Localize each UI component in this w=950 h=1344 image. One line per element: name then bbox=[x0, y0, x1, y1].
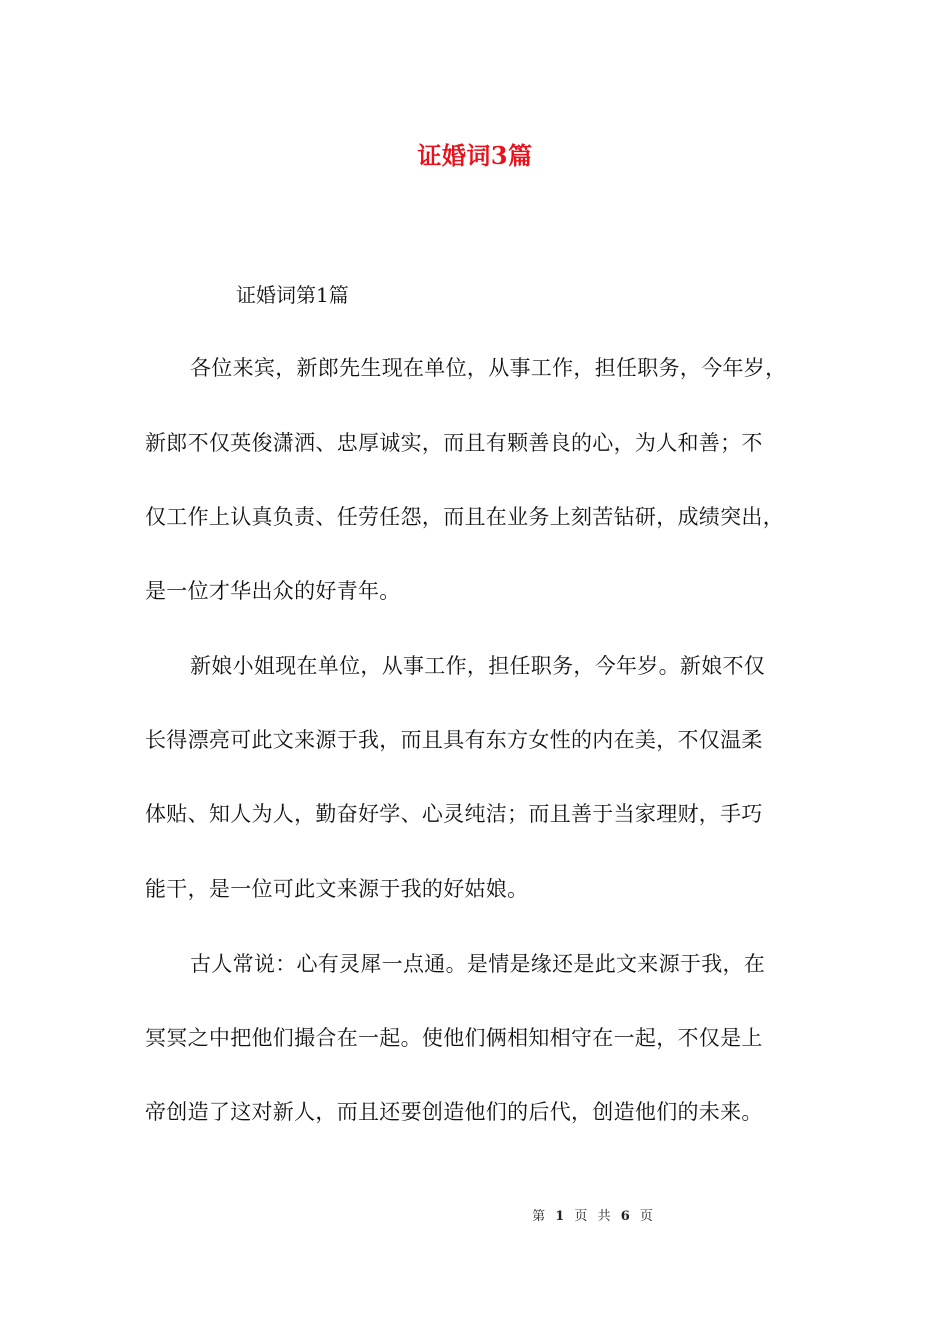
footer-prefix: 第 bbox=[532, 1209, 546, 1224]
paragraph-2-line-4: 能干，是一位可此文来源于我的好姑娘。 bbox=[145, 877, 529, 901]
document-title: 证婚词3篇 bbox=[417, 141, 533, 170]
paragraph-1-line-1: 各位来宾，新郎先生现在单位，从事工作，担任职务，今年岁， bbox=[190, 356, 787, 380]
footer-total-word: 共 bbox=[597, 1209, 611, 1224]
footer-page-word: 页 bbox=[574, 1209, 588, 1224]
paragraph-3-line-1: 古人常说：心有灵犀一点通。是情是缘还是此文来源于我，在 bbox=[190, 952, 766, 976]
paragraph-3-line-3: 帝创造了这对新人，而且还要创造他们的后代，创造他们的未来。 bbox=[145, 1100, 763, 1124]
section-heading: 证婚词第1篇 bbox=[236, 283, 349, 307]
paragraph-2-line-1: 新娘小姐现在单位，从事工作，担任职务，今年岁。新娘不仅 bbox=[190, 654, 766, 678]
paragraph-1-line-3: 仅工作上认真负责、任劳任怨，而且在业务上刻苦钻研，成绩突出， bbox=[145, 505, 784, 529]
paragraph-1-line-4: 是一位才华出众的好青年。 bbox=[145, 579, 401, 603]
paragraph-3-line-2: 冥冥之中把他们撮合在一起。使他们俩相知相守在一起，不仅是上 bbox=[145, 1026, 763, 1050]
paragraph-1-line-2: 新郎不仅英俊潇洒、忠厚诚实，而且有颗善良的心，为人和善；不 bbox=[145, 431, 763, 455]
footer-suffix: 页 bbox=[639, 1209, 653, 1224]
footer-current-page: 1 bbox=[555, 1209, 565, 1224]
paragraph-2-line-2: 长得漂亮可此文来源于我，而且具有东方女性的内在美，不仅温柔 bbox=[145, 728, 763, 752]
page-number-footer bbox=[0, 1208, 950, 1226]
paragraph-2-line-3: 体贴、知人为人，勤奋好学、心灵纯洁；而且善于当家理财，手巧 bbox=[145, 802, 763, 826]
footer-total-pages: 6 bbox=[620, 1209, 630, 1224]
